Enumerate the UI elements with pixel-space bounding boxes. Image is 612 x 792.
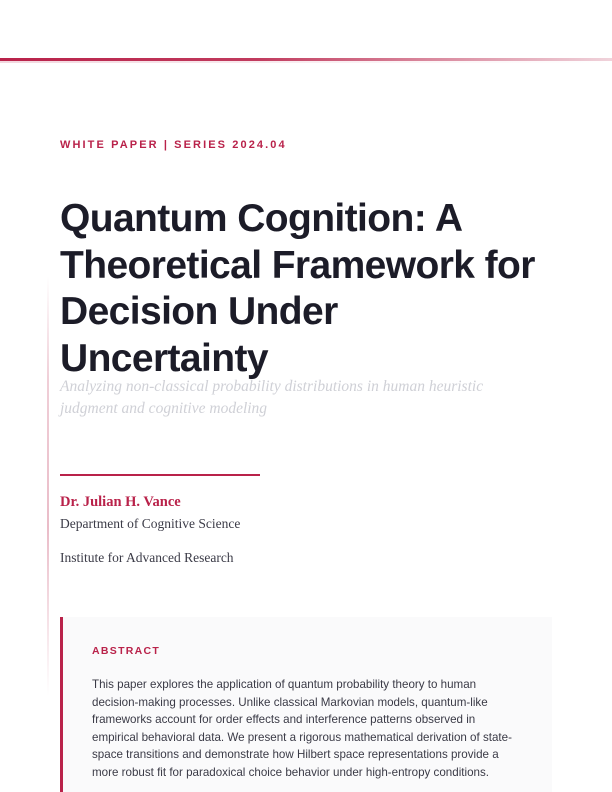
author-institute: Institute for Advanced Research [60, 550, 234, 565]
author-affiliation: Department of Cognitive Science [60, 516, 241, 531]
left-accent-bar [47, 276, 49, 696]
document-eyebrow: WHITE PAPER | SERIES 2024.04 [60, 139, 287, 151]
author-divider [60, 474, 260, 476]
header-accent-rule-shadow [0, 61, 612, 63]
abstract-label: ABSTRACT [92, 645, 161, 657]
author-name: Dr. Julian H. Vance [60, 494, 181, 510]
page-title: Quantum Cognition: A Theoretical Framework for Decision Under Uncertainty [60, 197, 535, 380]
document-subtitle: Analyzing non-classical probability distributions in human heuristic judgment and cognitive modeling [60, 378, 484, 417]
abstract-text: This paper explores the application of quantum probability theory to human decision-making processes. Unlike classical Markovian models, quantum-like frameworks account for order effects and interference patterns observed in empirical behavioral data. We present a rigorous mathematical derivation of state-space transitions and demonstrate how Hilbert space representations provide a more robust fit for paradoxical choice behavior under high-entropy conditions. [92, 678, 512, 779]
header-band [0, 0, 612, 58]
